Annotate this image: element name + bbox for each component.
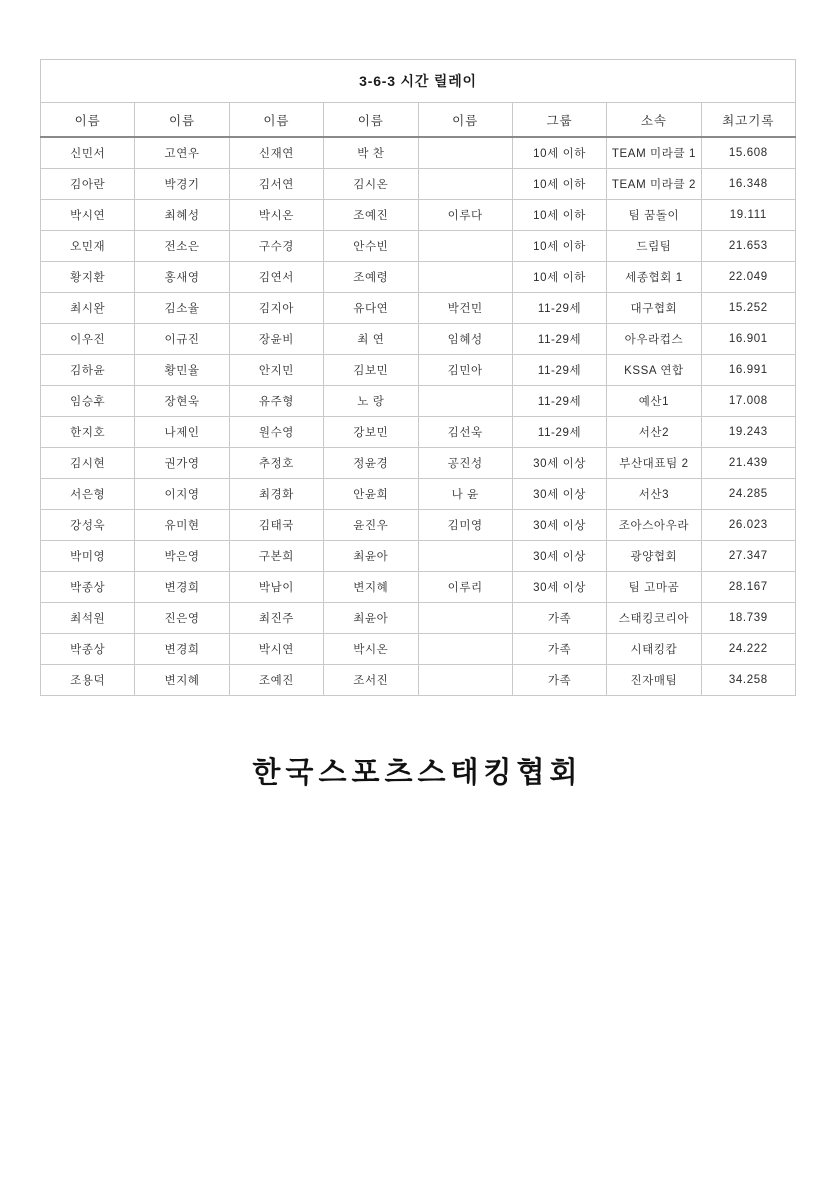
cell-record: 18.739 [701,603,795,634]
cell-name-4: 안윤희 [324,479,418,510]
cell-team: 시태킹캅 [607,634,701,665]
cell-team: 광양협회 [607,541,701,572]
table-row [41,572,796,603]
results-table-container [40,59,796,696]
table-row [41,634,796,665]
table-row [41,603,796,634]
cell-name-5: 공진성 [418,448,512,479]
cell-name-5: 나 윤 [418,479,512,510]
cell-group: 30세 이상 [512,572,606,603]
cell-group: 10세 이하 [512,200,606,231]
cell-name-5 [418,603,512,634]
cell-group: 11-29세 [512,324,606,355]
cell-name-1: 황지환 [41,262,135,293]
table-row [41,541,796,572]
column-header-record: 최고기록 [701,103,795,138]
table-row [41,137,796,169]
table-row [41,324,796,355]
cell-name-2: 장현욱 [135,386,229,417]
cell-team: 드림팀 [607,231,701,262]
table-row [41,293,796,324]
cell-team: 세종협회 1 [607,262,701,293]
cell-name-1: 한지호 [41,417,135,448]
table-row [41,262,796,293]
cell-name-5 [418,169,512,200]
cell-name-4: 조예령 [324,262,418,293]
table-title-row [41,60,796,103]
cell-team: TEAM 미라클 2 [607,169,701,200]
cell-name-4: 김시온 [324,169,418,200]
cell-group: 10세 이하 [512,137,606,169]
cell-record: 16.348 [701,169,795,200]
cell-name-1: 박시연 [41,200,135,231]
cell-name-3: 최경화 [229,479,323,510]
cell-name-4: 변지혜 [324,572,418,603]
cell-name-3: 구수경 [229,231,323,262]
table-row [41,665,796,696]
cell-team: 서산2 [607,417,701,448]
cell-team: 대구협회 [607,293,701,324]
cell-name-2: 권가영 [135,448,229,479]
cell-name-2: 홍새영 [135,262,229,293]
cell-name-5 [418,665,512,696]
table-row [41,231,796,262]
cell-record: 22.049 [701,262,795,293]
cell-team: 팀 고마곰 [607,572,701,603]
cell-name-2: 유미현 [135,510,229,541]
cell-record: 24.222 [701,634,795,665]
cell-name-2: 최혜성 [135,200,229,231]
cell-group: 30세 이상 [512,448,606,479]
cell-name-1: 박종상 [41,572,135,603]
cell-team: 부산대표팀 2 [607,448,701,479]
cell-group: 30세 이상 [512,479,606,510]
cell-group: 가족 [512,603,606,634]
cell-name-1: 임승후 [41,386,135,417]
cell-record: 24.285 [701,479,795,510]
cell-name-3: 김지아 [229,293,323,324]
cell-name-1: 박미영 [41,541,135,572]
cell-name-5 [418,634,512,665]
cell-name-5 [418,262,512,293]
cell-name-1: 서은형 [41,479,135,510]
cell-name-1: 김아란 [41,169,135,200]
cell-name-4: 박시온 [324,634,418,665]
cell-team: 진자매팀 [607,665,701,696]
cell-name-4: 정윤경 [324,448,418,479]
results-table-body [41,60,796,696]
cell-name-2: 전소은 [135,231,229,262]
cell-name-3: 유주형 [229,386,323,417]
cell-name-2: 고연우 [135,137,229,169]
cell-name-1: 김하윤 [41,355,135,386]
cell-name-5 [418,137,512,169]
table-row [41,355,796,386]
cell-team: 아우라컵스 [607,324,701,355]
table-row [41,479,796,510]
cell-team: 서산3 [607,479,701,510]
cell-name-1: 강성욱 [41,510,135,541]
column-header-name-3: 이름 [229,103,323,138]
cell-group: 30세 이상 [512,541,606,572]
cell-name-4: 최윤아 [324,541,418,572]
cell-name-4: 유다연 [324,293,418,324]
cell-name-3: 원수영 [229,417,323,448]
cell-name-5: 김민아 [418,355,512,386]
cell-name-5 [418,386,512,417]
cell-group: 11-29세 [512,417,606,448]
cell-name-5 [418,541,512,572]
cell-team: KSSA 연합 [607,355,701,386]
cell-name-4: 안수빈 [324,231,418,262]
cell-name-5: 김미영 [418,510,512,541]
cell-record: 26.023 [701,510,795,541]
table-row [41,448,796,479]
cell-name-4: 노 랑 [324,386,418,417]
cell-name-4: 조예진 [324,200,418,231]
cell-name-4: 윤진우 [324,510,418,541]
cell-name-3: 안지민 [229,355,323,386]
cell-group: 11-29세 [512,355,606,386]
cell-name-4: 강보민 [324,417,418,448]
cell-name-2: 나제인 [135,417,229,448]
cell-record: 19.243 [701,417,795,448]
cell-name-4: 최윤아 [324,603,418,634]
cell-name-1: 최시완 [41,293,135,324]
cell-team: 조아스아우라 [607,510,701,541]
cell-name-2: 변경희 [135,572,229,603]
cell-name-1: 이우진 [41,324,135,355]
cell-name-5: 박건민 [418,293,512,324]
cell-group: 10세 이하 [512,169,606,200]
table-row [41,417,796,448]
cell-name-2: 김소율 [135,293,229,324]
cell-name-2: 변경희 [135,634,229,665]
cell-name-3: 구본희 [229,541,323,572]
cell-group: 가족 [512,634,606,665]
column-header-name-2: 이름 [135,103,229,138]
cell-name-4: 조서진 [324,665,418,696]
cell-name-1: 오민재 [41,231,135,262]
cell-record: 16.991 [701,355,795,386]
cell-team: 예산1 [607,386,701,417]
cell-record: 17.008 [701,386,795,417]
table-row [41,169,796,200]
cell-name-1: 김시현 [41,448,135,479]
column-header-group: 그룹 [512,103,606,138]
cell-record: 27.347 [701,541,795,572]
column-header-name-5: 이름 [418,103,512,138]
cell-name-1: 신민서 [41,137,135,169]
cell-name-2: 진은영 [135,603,229,634]
column-header-name-4: 이름 [324,103,418,138]
cell-team: 팀 꿈돌이 [607,200,701,231]
cell-name-2: 황민율 [135,355,229,386]
cell-name-2: 박은영 [135,541,229,572]
cell-name-3: 추정호 [229,448,323,479]
cell-name-4: 김보민 [324,355,418,386]
cell-name-1: 조용덕 [41,665,135,696]
cell-name-4: 최 연 [324,324,418,355]
cell-team: 스태킹코리아 [607,603,701,634]
cell-name-3: 김서연 [229,169,323,200]
table-row [41,386,796,417]
cell-name-4: 박 찬 [324,137,418,169]
column-header-team: 소속 [607,103,701,138]
cell-record: 19.111 [701,200,795,231]
cell-record: 28.167 [701,572,795,603]
cell-name-3: 신재연 [229,137,323,169]
cell-name-3: 박시온 [229,200,323,231]
organization-title: 한국스포츠스태킹협회 [252,757,583,789]
cell-record: 16.901 [701,324,795,355]
cell-name-5: 이루다 [418,200,512,231]
cell-name-1: 박종상 [41,634,135,665]
cell-record: 15.608 [701,137,795,169]
table-header-row [41,103,796,138]
cell-group: 10세 이하 [512,262,606,293]
cell-name-5 [418,231,512,262]
cell-group: 11-29세 [512,386,606,417]
cell-record: 21.439 [701,448,795,479]
cell-name-3: 조예진 [229,665,323,696]
cell-name-1: 최석원 [41,603,135,634]
cell-name-5: 김선욱 [418,417,512,448]
column-header-name-1: 이름 [41,103,135,138]
cell-group: 10세 이하 [512,231,606,262]
cell-name-2: 이지영 [135,479,229,510]
cell-name-5: 임혜성 [418,324,512,355]
cell-record: 15.252 [701,293,795,324]
cell-record: 34.258 [701,665,795,696]
cell-name-3: 박시연 [229,634,323,665]
cell-name-2: 이규진 [135,324,229,355]
table-row [41,200,796,231]
cell-name-3: 박남이 [229,572,323,603]
cell-group: 30세 이상 [512,510,606,541]
cell-group: 가족 [512,665,606,696]
table-row [41,510,796,541]
cell-name-3: 김연서 [229,262,323,293]
cell-group: 11-29세 [512,293,606,324]
results-table [40,59,796,696]
table-title: 3-6-3 시간 릴레이 [41,60,796,103]
cell-record: 21.653 [701,231,795,262]
cell-name-2: 박경기 [135,169,229,200]
cell-name-5: 이루리 [418,572,512,603]
cell-name-3: 장윤비 [229,324,323,355]
cell-name-3: 최진주 [229,603,323,634]
cell-name-3: 김태국 [229,510,323,541]
cell-team: TEAM 미라클 1 [607,137,701,169]
cell-name-2: 변지혜 [135,665,229,696]
